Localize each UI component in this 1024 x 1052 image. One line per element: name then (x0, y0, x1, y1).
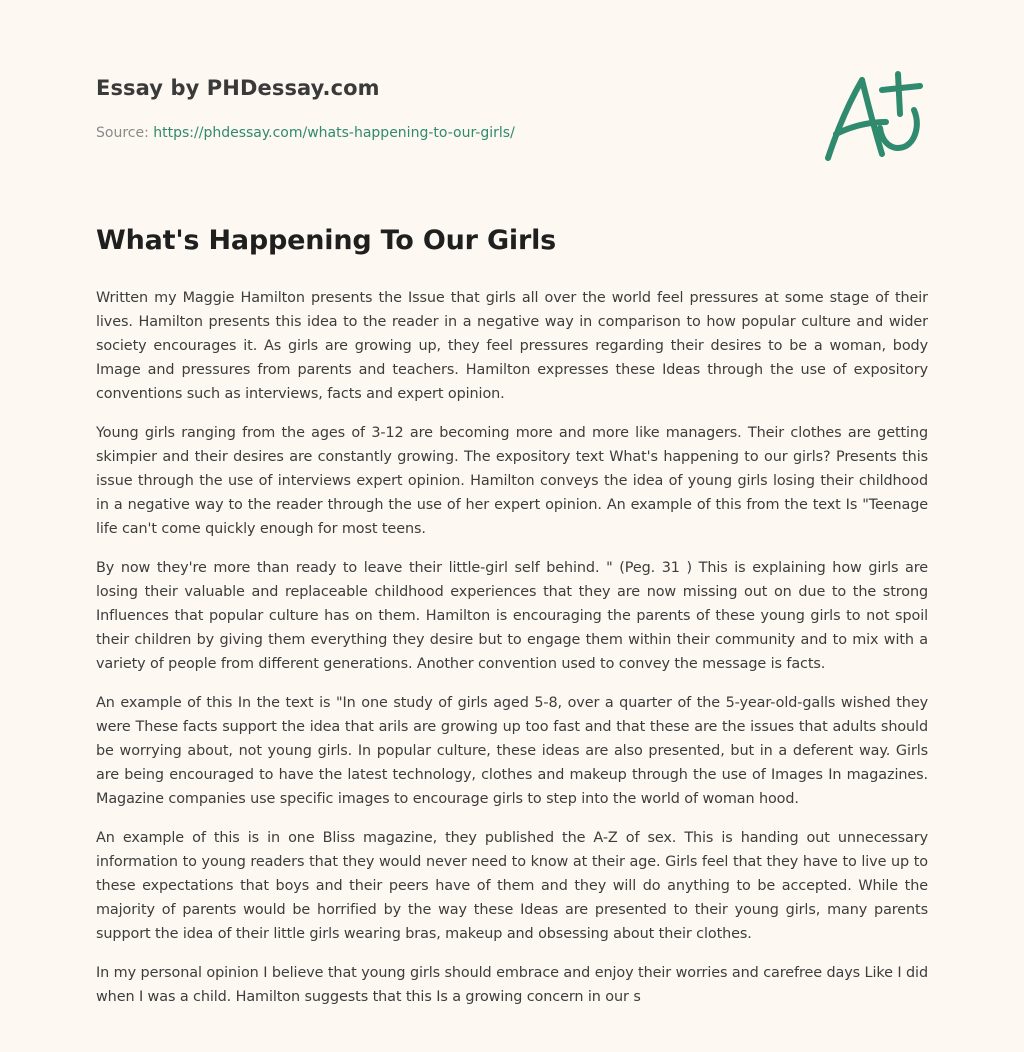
essay-paragraph: Written my Maggie Hamilton presents the Issue that girls all over the world feel pressures at some stage of their lives. Hamilton presents this idea to the reader in a negative way in comparison to how popular culture and wider society encourages it. As girls are growing up, they feel pressures regarding their desires to be a woman, body Image and pressures from parents and teachers. Hamilton expresses these Ideas through the use of expository conventions such as interviews, facts and expert opinion. (96, 290, 928, 402)
source-line (96, 125, 515, 141)
essay-paragraph: By now they're more than ready to leave their little-girl self behind. " (Peg. 31 ) This is explaining how girls are losing their valuable and replaceable childhood experiences that they are now missing out on due to the strong Influences that popular culture has on them. Hamilton is encouraging the parents of these young girls to not spoil their children by giving them everything they desire but to engage them within their community and to mix with a variety of people from different generations. Another convention used to convey the message is facts. (96, 560, 928, 672)
essay-title: What's Happening To Our Girls (96, 225, 557, 256)
essay-paragraph: Young girls ranging from the ages of 3-12 are becoming more and more like managers. Their clothes are getting skimpier and their desires are constantly growing. The expository text What's happening to our girls? Presents this issue through the use of interviews expert opinion. Hamilton conveys the idea of young girls losing their childhood in a negative way to the reader through the use of her expert opinion. An example of this from the text Is "Teenage life can't come quickly enough for most teens. (96, 425, 928, 537)
essay-paragraph: An example of this In the text is "In one study of girls aged 5-8, over a quarter of the 5-year-old-galls wished they were These facts support the idea that arils are growing up too fast and that these are the issues that adults should be worrying about, not young girls. In popular culture, these ideas are also presented, but in a deferent way. Girls are being encouraged to have the latest technology, clothes and makeup through the use of Images In magazines. Magazine companies use specific images to encourage girls to step into the world of woman hood. (96, 695, 928, 807)
essay-body (96, 286, 928, 1024)
a-plus-grade-icon (818, 66, 930, 166)
source-label: Source: (96, 125, 154, 141)
site-brand: Essay by PHDessay.com (96, 76, 380, 100)
essay-paragraph: In my personal opinion I believe that young girls should embrace and enjoy their worries and carefree days Like I did when I was a child. Hamilton suggests that this Is a growing concern in our s (96, 965, 928, 1005)
source-link[interactable]: https://phdessay.com/whats-happening-to-our-girls/ (153, 125, 515, 141)
essay-paragraph: An example of this is in one Bliss magazine, they published the A-Z of sex. This is handing out unnecessary information to young readers that they would never need to know at their age. Girls feel that they have to live up to these expectations that boys and their peers have of them and they will do anything to be accepted. While the majority of parents would be horrified by the way these Ideas are presented to their young girls, many parents support the idea of their little girls wearing bras, makeup and obsessing about their clothes. (96, 830, 928, 942)
